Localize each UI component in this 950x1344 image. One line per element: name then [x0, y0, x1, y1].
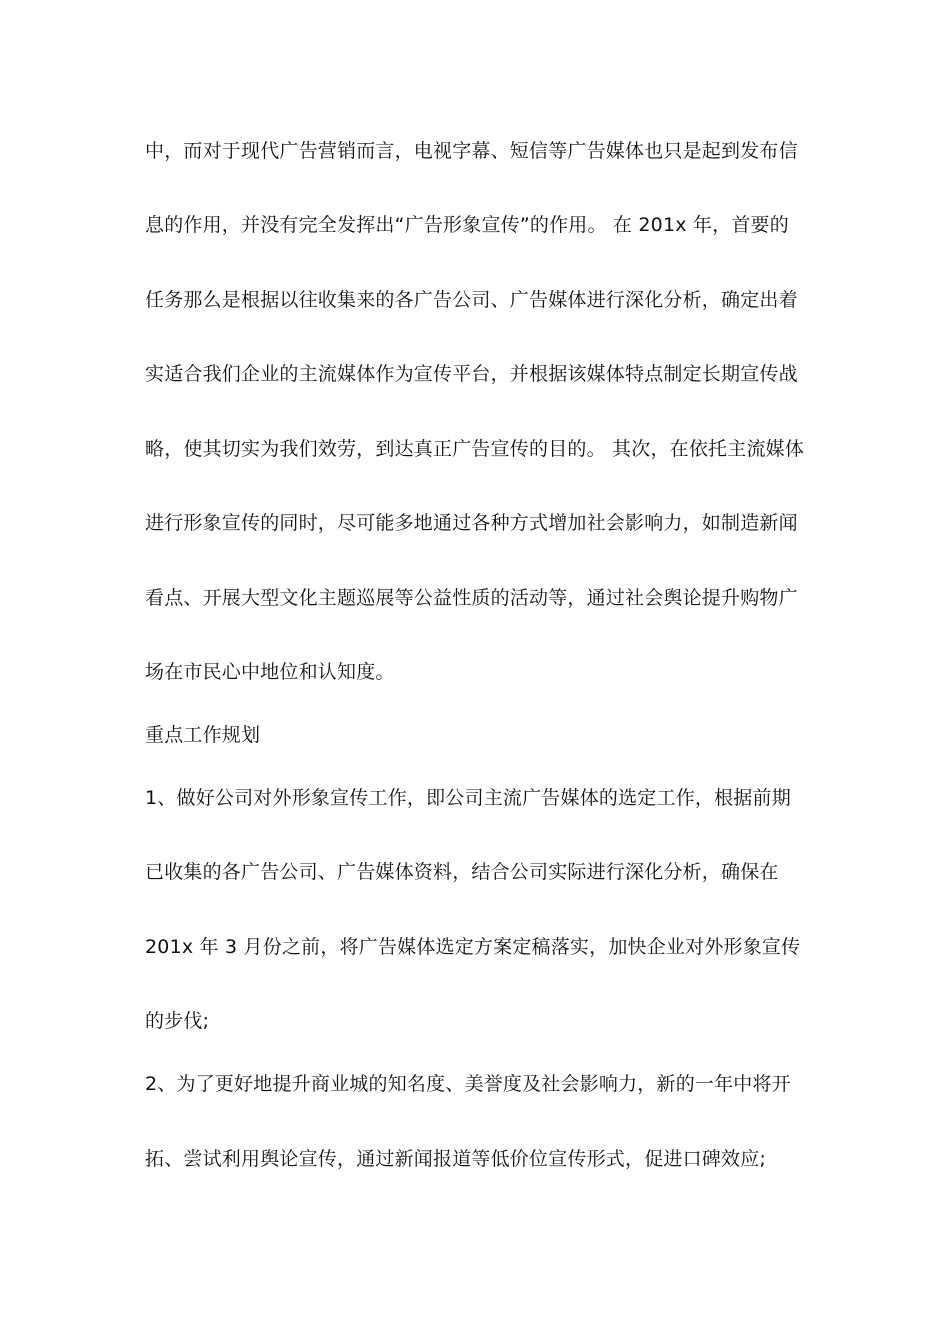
list-item-text: 1、做好公司对外形象宣传工作，即公司主流广告媒体的选定工作，根据前期 — [145, 787, 791, 809]
text-line: 中，而对于现代广告营销而言，电视字幕、短信等广告媒体也只是起到发布信 — [145, 140, 798, 162]
text-line: 看点、开展大型文化主题巡展等公益性质的活动等，通过社会舆论提升购物广 — [145, 587, 798, 609]
text-line: 实适合我们企业的主流媒体作为宣传平台，并根据该媒体特点制定长期宣传战 — [145, 363, 798, 385]
section-heading: 重点工作规划 — [145, 724, 261, 746]
text-line: 进行形象宣传的同时，尽可能多地通过各种方式增加社会影响力，如制造新闻 — [145, 512, 798, 534]
text-line: 息的作用，并没有完全发挥出“广告形象宣传”的作用。 在 201x 年，首要的 — [145, 214, 789, 236]
list-item-text: 2、为了更好地提升商业城的知名度、美誉度及社会影响力，新的一年中将开 — [145, 1073, 791, 1095]
text-line: 的步伐; — [145, 1010, 210, 1032]
text-line: 201x 年 3 月份之前，将广告媒体选定方案定稿落实，加快企业对外形象宣传 — [145, 936, 801, 958]
text-line: 拓、尝试利用舆论宣传，通过新闻报道等低价位宣传形式，促进口碑效应; — [145, 1148, 767, 1170]
text-line: 略，使其切实为我们效劳，到达真正广告宣传的目的。 其次，在依托主流媒体 — [145, 438, 805, 460]
text-line: 任务那么是根据以往收集来的各广告公司、广告媒体进行深化分析，确定出着 — [145, 289, 798, 311]
text-line: 已收集的各广告公司、广告媒体资料，结合公司实际进行深化分析，确保在 — [145, 861, 779, 883]
text-line: 场在市民心中地位和认知度。 — [145, 661, 395, 683]
